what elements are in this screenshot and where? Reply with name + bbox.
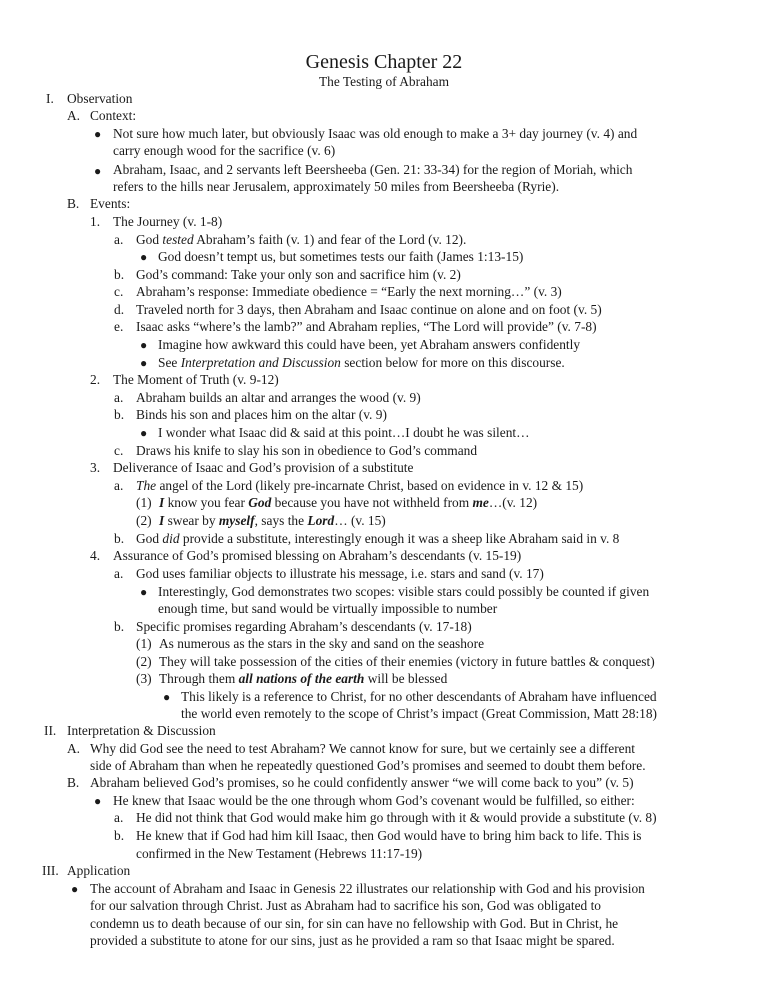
list-item: Binds his son and places him on the altar (v. 9) — [136, 407, 387, 422]
list-item: The angel of the Lord (likely pre-incarnate Christ, based on evidence in v. 12 & 15) — [136, 478, 584, 493]
outline-marker: a. — [114, 390, 124, 405]
list-item: Abraham, Isaac, and 2 servants left Beersheeba (Gen. 21: 33-34) for the region of Moriah, which — [113, 162, 633, 177]
subsection-heading: Context: — [90, 108, 137, 123]
outline-marker: B. — [67, 196, 80, 211]
page-subtitle: The Testing of Abraham — [318, 74, 450, 89]
event-heading: The Journey (v. 1-8) — [113, 214, 223, 229]
page-title: Genesis Chapter 22 — [305, 51, 463, 73]
outline-marker: a. — [114, 566, 124, 581]
list-item-continued: carry enough wood for the sacrifice (v. 6) — [113, 143, 336, 158]
list-item-continued: refers to the hills near Jerusalem, approximately 50 miles from Beersheeba (Ryrie). — [113, 179, 560, 194]
quote-line: I know you fear God because you have not withheld from me…(v. 12) — [159, 495, 538, 510]
section-heading: Interpretation & Discussion — [67, 723, 216, 738]
bullet-icon: ● — [140, 250, 148, 264]
outline-marker: 3. — [90, 460, 101, 475]
list-item-continued: confirmed in the New Testament (Hebrews 11:17-19) — [136, 846, 423, 861]
outline-marker: a. — [114, 478, 124, 493]
outline-marker: 1. — [90, 214, 101, 229]
bullet-icon: ● — [94, 127, 102, 141]
outline-marker: c. — [114, 443, 124, 458]
outline-marker: 2. — [90, 372, 101, 387]
section-heading: Application — [67, 863, 131, 878]
list-item: Isaac asks “where’s the lamb?” and Abraham replies, “The Lord will provide” (v. 7-8) — [136, 319, 597, 334]
list-item: He did not think that God would make him go through with it & would provide a substitute (v. 8) — [136, 810, 657, 825]
outline-marker: b. — [114, 828, 125, 843]
list-item: Specific promises regarding Abraham’s descendants (v. 17-18) — [136, 619, 472, 634]
list-item: Imagine how awkward this could have been, yet Abraham answers confidently — [158, 337, 581, 352]
list-item: God doesn’t tempt us, but sometimes tests our faith (James 1:13-15) — [158, 249, 524, 264]
list-item: As numerous as the stars in the sky and sand on the seashore — [159, 636, 485, 651]
list-item: Abraham believed God’s promises, so he could confidently answer “we will come back to you” (v. 5) — [90, 775, 634, 790]
list-item: Through them all nations of the earth will be blessed — [159, 671, 448, 686]
outline-marker: A. — [67, 108, 81, 123]
list-item: Why did God see the need to test Abraham? We cannot know for sure, but we certainly see a different — [90, 741, 636, 756]
list-item: Traveled north for 3 days, then Abraham and Isaac continue on alone and on foot (v. 5) — [136, 302, 602, 317]
outline-marker: (3) — [136, 671, 152, 686]
section-number: I. — [46, 91, 54, 106]
paragraph-line: The account of Abraham and Isaac in Genesis 22 illustrates our relationship with God and his provision — [90, 881, 645, 896]
bullet-icon: ● — [94, 794, 102, 808]
list-item-continued: the world even remotely to the scope of Christ’s impact (Great Commission, Matt 28:18) — [181, 706, 658, 721]
list-item: I wonder what Isaac did & said at this point…I doubt he was silent… — [158, 425, 530, 440]
bullet-icon: ● — [140, 338, 148, 352]
section-number: II. — [44, 723, 57, 738]
paragraph-line: provided a substitute to atone for our sins, just as he provided a ram so that Isaac might be spared. — [90, 933, 615, 948]
event-heading: Assurance of God’s promised blessing on Abraham’s descendants (v. 15-19) — [113, 548, 522, 563]
list-item: God did provide a substitute, interestingly enough it was a sheep like Abraham said in v. 8 — [136, 531, 620, 546]
list-item: He knew that if God had him kill Isaac, then God would have to bring him back to life. This is — [136, 828, 642, 843]
list-item: They will take possession of the cities of their enemies (victory in future battles & conquest) — [159, 654, 655, 669]
event-heading: Deliverance of Isaac and God’s provision of a substitute — [113, 460, 414, 475]
outline-marker: e. — [114, 319, 124, 334]
bullet-icon: ● — [140, 356, 148, 370]
outline-marker: b. — [114, 531, 125, 546]
list-item: See Interpretation and Discussion section below for more on this discourse. — [158, 355, 565, 370]
outline-marker: (2) — [136, 654, 152, 669]
outline-marker: b. — [114, 619, 125, 634]
outline-marker: d. — [114, 302, 125, 317]
bullet-icon: ● — [71, 882, 79, 896]
outline-marker: b. — [114, 407, 125, 422]
list-item: Abraham’s response: Immediate obedience = “Early the next morning…” (v. 3) — [136, 284, 562, 299]
outline-marker: B. — [67, 775, 80, 790]
list-item: This likely is a reference to Christ, for no other descendants of Abraham have influenced — [181, 689, 657, 704]
outline-marker: b. — [114, 267, 125, 282]
bullet-icon: ● — [140, 426, 148, 440]
section-number: III. — [42, 863, 59, 878]
outline-marker: c. — [114, 284, 124, 299]
section-heading: Observation — [67, 91, 133, 106]
outline-marker: A. — [67, 741, 81, 756]
outline-marker: a. — [114, 232, 124, 247]
list-item: God tested Abraham’s faith (v. 1) and fear of the Lord (v. 12). — [136, 232, 467, 247]
outline-marker: (1) — [136, 636, 152, 651]
bullet-icon: ● — [140, 585, 148, 599]
list-item: Not sure how much later, but obviously Isaac was old enough to make a 3+ day journey (v. 4) and — [113, 126, 638, 141]
list-item: Interestingly, God demonstrates two scopes: visible stars could possibly be counted if given — [158, 584, 650, 599]
list-item-continued: side of Abraham than when he repeatedly questioned God’s promises and seemed to doubt them before. — [90, 758, 646, 773]
list-item: He knew that Isaac would be the one through whom God’s covenant would be fulfilled, so either: — [113, 793, 635, 808]
outline-marker: (1) — [136, 495, 152, 510]
subsection-heading: Events: — [90, 196, 131, 211]
outline-marker: 4. — [90, 548, 101, 563]
event-heading: The Moment of Truth (v. 9-12) — [113, 372, 279, 387]
list-item: God’s command: Take your only son and sacrifice him (v. 2) — [136, 267, 461, 282]
paragraph-line: for our salvation through Christ. Just as Abraham had to sacrifice his son, God was obligated to — [90, 898, 601, 913]
paragraph-line: condemn us to death because of our sin, for sin can have no fellowship with God. But in Christ, he — [90, 916, 619, 931]
list-item-continued: enough time, but sand would be virtually impossible to number — [158, 601, 498, 616]
list-item: Abraham builds an altar and arranges the wood (v. 9) — [136, 390, 421, 405]
outline-marker: (2) — [136, 513, 152, 528]
quote-line: I swear by myself, says the Lord… (v. 15) — [159, 513, 386, 528]
list-item: Draws his knife to slay his son in obedience to God’s command — [136, 443, 478, 458]
outline-marker: a. — [114, 810, 124, 825]
bullet-icon: ● — [94, 164, 102, 178]
list-item: God uses familiar objects to illustrate his message, i.e. stars and sand (v. 17) — [136, 566, 544, 581]
bullet-icon: ● — [163, 690, 171, 704]
